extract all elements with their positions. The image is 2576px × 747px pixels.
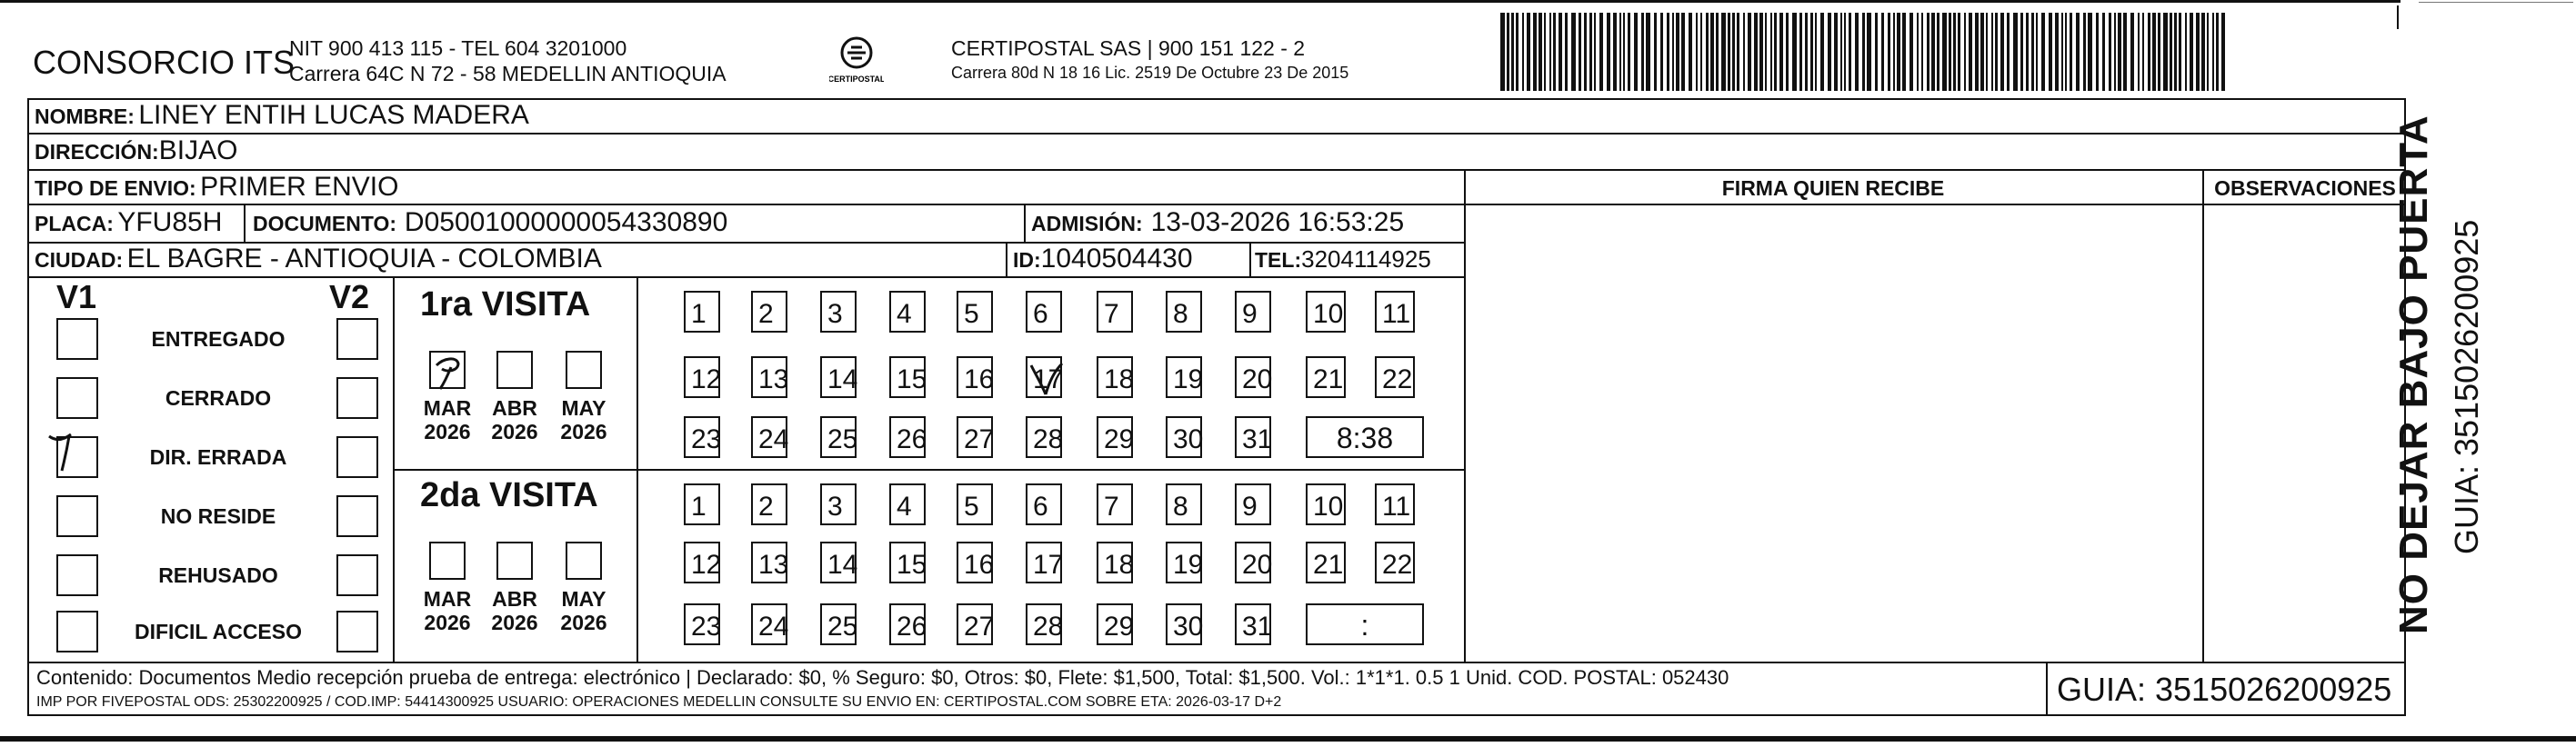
barcode-bar	[1792, 13, 1797, 91]
top-border	[0, 0, 2401, 3]
column-divider	[1464, 169, 1466, 662]
day-box[interactable]: 28	[1026, 416, 1062, 458]
barcode-bar	[2000, 13, 2004, 91]
barcode-bar	[1607, 13, 1610, 91]
id-label: ID:	[1013, 248, 1041, 272]
barcode-bar	[1594, 13, 1596, 91]
day-box[interactable]: 16	[957, 542, 993, 583]
cell-divider	[1249, 242, 1251, 276]
plate-value: YFU85H	[117, 207, 223, 237]
day-box[interactable]: 11	[1375, 291, 1415, 333]
day-box[interactable]: 12	[684, 542, 720, 583]
row-divider	[27, 169, 2406, 171]
barcode-bar	[1511, 13, 1514, 91]
barcode-bar	[1931, 13, 1935, 91]
barcode-bar	[1888, 13, 1890, 91]
time-box[interactable]: :	[1306, 603, 1424, 645]
barcode-bar	[1623, 13, 1625, 91]
barcode-bar	[1527, 13, 1530, 91]
day-box[interactable]: 9	[1235, 483, 1271, 525]
v2-checkbox[interactable]	[336, 554, 378, 596]
day-box[interactable]: 8	[1166, 483, 1202, 525]
barcode-bar	[2013, 13, 2018, 91]
day-box[interactable]: 30	[1166, 603, 1202, 645]
barcode-bar	[1840, 13, 1842, 91]
barcode-bar	[1849, 13, 1851, 91]
day-box[interactable]: 22	[1375, 356, 1415, 398]
corner-mark	[2397, 5, 2399, 29]
barcode-bar	[1815, 13, 1817, 91]
barcode-bar	[1820, 13, 1824, 91]
cell-divider	[244, 204, 246, 242]
day-box[interactable]: 13	[751, 356, 787, 398]
day-box[interactable]: 29	[1097, 416, 1133, 458]
barcode-bar	[1953, 13, 1956, 91]
day-box[interactable]: 18	[1097, 356, 1133, 398]
barcode-bar	[1893, 13, 1895, 91]
row-divider	[27, 204, 1464, 205]
barcode-bar	[1559, 13, 1562, 91]
barcode-bar	[1507, 13, 1509, 91]
barcode-bar	[1522, 13, 1524, 91]
day-box[interactable]: 23	[684, 416, 720, 458]
day-box[interactable]: 21	[1306, 356, 1346, 398]
barcode-bar	[2031, 13, 2034, 91]
barcode-bar	[1875, 13, 1878, 91]
day-box[interactable]: 4	[889, 483, 926, 525]
day-box[interactable]: 30	[1166, 416, 1202, 458]
day-box[interactable]: 14	[820, 356, 857, 398]
month-label: ABR	[492, 587, 537, 611]
v1-checkbox[interactable]	[56, 377, 98, 419]
admission-cell	[1031, 207, 1404, 238]
barcode-bar	[1743, 13, 1745, 91]
barcode-bar	[1995, 13, 1998, 91]
day-box[interactable]: 3	[820, 483, 857, 525]
day-box[interactable]: 3	[820, 291, 857, 333]
barcode-bar	[1660, 13, 1663, 91]
city-value: EL BAGRE - ANTIOQUIA - COLOMBIA	[126, 244, 602, 274]
barcode-bar	[1737, 13, 1739, 91]
barcode-bar	[1681, 13, 1685, 91]
time-box[interactable]: 8:38	[1306, 416, 1424, 458]
month-label: ABR	[492, 396, 537, 420]
barcode-bar	[1672, 13, 1674, 91]
day-box[interactable]: 7	[1097, 483, 1133, 525]
v1-checkbox[interactable]	[56, 554, 98, 596]
type-value: PRIMER ENVIO	[200, 172, 399, 202]
admission-value: 13-03-2026 16:53:25	[1150, 207, 1405, 237]
day-box[interactable]: 6	[1026, 483, 1062, 525]
barcode-bar	[2207, 13, 2209, 91]
status-label: DIR. ERRADA	[149, 445, 287, 469]
month-checkbox-marked[interactable]	[429, 351, 466, 389]
barcode-bar	[1855, 13, 1859, 91]
month-year: 2026	[560, 420, 607, 443]
barcode-bar	[2041, 13, 2045, 91]
barcode-bar	[1553, 13, 1556, 91]
month-label: MAR	[423, 396, 472, 420]
day-box[interactable]: 15	[889, 356, 926, 398]
day-box[interactable]: 5	[957, 483, 993, 525]
day-box[interactable]: 5	[957, 291, 993, 333]
day-box[interactable]: 21	[1306, 542, 1346, 583]
barcode-bar	[2196, 13, 2200, 91]
day-box[interactable]: 22	[1375, 542, 1415, 583]
barcode-bar	[1748, 13, 1751, 91]
barcode-bar	[1969, 13, 1972, 91]
barcode-bar	[2026, 13, 2029, 91]
barcode-bar	[1754, 13, 1758, 91]
cell-divider	[1024, 204, 1026, 242]
barcode-bar	[1975, 13, 1979, 91]
footer-divider	[27, 662, 2406, 663]
tel-label: TEL:	[1255, 248, 1302, 272]
company-name: CONSORCIO ITS	[33, 44, 296, 81]
barcode-bar	[2130, 13, 2134, 91]
barcode-bar	[1721, 13, 1726, 91]
status-label: NO RESIDE	[160, 504, 276, 528]
day-box[interactable]: 15	[889, 542, 926, 583]
day-box[interactable]: 28	[1026, 603, 1062, 645]
bottom-border	[0, 736, 2576, 742]
month-year: 2026	[491, 420, 538, 443]
barcode-bar	[1549, 13, 1551, 91]
day-box[interactable]: 25	[820, 603, 857, 645]
barcode-bar	[1881, 13, 1884, 91]
carrier-line: CERTIPOSTAL SAS | 900 151 122 - 2	[951, 36, 1306, 60]
barcode-bar	[2055, 13, 2059, 91]
barcode-bar	[1706, 13, 1709, 91]
type-row	[35, 172, 398, 203]
barcode-bar	[2201, 13, 2205, 91]
day-box[interactable]: 24	[751, 416, 787, 458]
barcode-bar	[1980, 13, 1984, 91]
day-box[interactable]: 1	[684, 291, 720, 333]
barcode-bar	[1828, 13, 1831, 91]
barcode-bar	[1599, 13, 1603, 91]
barcode-bar	[1862, 13, 1865, 91]
barcode-bar	[2088, 13, 2092, 91]
day-box[interactable]: 18	[1097, 542, 1133, 583]
day-box[interactable]: 31	[1235, 416, 1271, 458]
barcode-bar	[2109, 13, 2111, 91]
day-box[interactable]: 24	[751, 603, 787, 645]
barcode-bar	[1986, 13, 1988, 91]
barcode-bar	[1770, 13, 1772, 91]
barcode-bar	[2096, 13, 2099, 91]
barcode-bar	[1927, 13, 1929, 91]
cell-divider	[1006, 242, 1007, 276]
month-label: MAY	[561, 587, 606, 611]
carrier-address: Carrera 80d N 18 16 Lic. 2519 De Octubre 23 De 2015	[951, 64, 1349, 82]
v2-checkbox[interactable]	[336, 495, 378, 537]
id-cell	[1013, 244, 1193, 274]
day-box[interactable]: 23	[684, 603, 720, 645]
day-box[interactable]: 27	[957, 416, 993, 458]
day-box[interactable]: 11	[1375, 483, 1415, 525]
day-box[interactable]: 20	[1235, 542, 1271, 583]
barcode-bar	[1667, 13, 1669, 91]
barcode-bar	[2179, 13, 2181, 91]
barcode-bar	[2123, 13, 2127, 91]
corner-mark	[2419, 2, 2573, 3]
month-year: 2026	[424, 420, 471, 443]
status-label: REHUSADO	[158, 563, 278, 587]
logo-text: CERTIPOSTAL	[829, 75, 884, 84]
barcode-bar	[1628, 13, 1630, 91]
day-box[interactable]: 29	[1097, 603, 1133, 645]
barcode-bar	[2065, 13, 2067, 91]
barcode-bar	[1500, 13, 1505, 91]
barcode-bar	[2174, 13, 2177, 91]
barcode-bar	[2138, 13, 2140, 91]
barcode-bar	[1834, 13, 1838, 91]
barcode-bar	[1728, 13, 1730, 91]
name-row	[35, 100, 529, 131]
barcode-bar	[1654, 13, 1657, 91]
barcode-bar	[1867, 13, 1871, 91]
day-box[interactable]: 12	[684, 356, 720, 398]
row-divider	[1464, 204, 2406, 205]
v2-checkbox[interactable]	[336, 318, 378, 360]
day-box[interactable]: 19	[1166, 542, 1202, 583]
month-checkbox[interactable]	[429, 542, 466, 580]
barcode-bar	[2152, 13, 2156, 91]
day-box[interactable]: 2	[751, 291, 787, 333]
barcode-bar	[1844, 13, 1846, 91]
barcode-bar	[1949, 13, 1951, 91]
month-year: 2026	[424, 611, 471, 634]
barcode-bar	[1779, 13, 1783, 91]
barcode-bar	[1646, 13, 1650, 91]
v1-checkbox[interactable]	[56, 318, 98, 360]
month-label: MAY	[561, 396, 606, 420]
day-box[interactable]: 9	[1235, 291, 1271, 333]
barcode-bar	[1539, 13, 1542, 91]
admission-label: ADMISIÓN:	[1031, 212, 1143, 235]
barcode-bar	[2216, 13, 2219, 91]
barcode-bar	[1696, 13, 1698, 91]
column-divider	[2202, 169, 2204, 662]
status-label: DIFICIL ACCESO	[134, 620, 302, 643]
barcode-bar	[1613, 13, 1617, 91]
barcode-bar	[2061, 13, 2063, 91]
day-box[interactable]: 31	[1235, 603, 1271, 645]
day-box[interactable]: 2	[751, 483, 787, 525]
barcode-bar	[2212, 13, 2214, 91]
barcode-bar	[1921, 13, 1923, 91]
barcode-bar	[2007, 13, 2010, 91]
row-divider	[27, 133, 2406, 134]
certipostal-logo	[829, 33, 884, 89]
barcode-bar	[1516, 13, 1519, 91]
v1-checkbox-marked[interactable]	[56, 436, 98, 478]
day-box[interactable]: 19	[1166, 356, 1202, 398]
barcode-bar	[1589, 13, 1592, 91]
content-line: Contenido: Documentos Medio recepción prueba de entrega: electrónico | Declarado: $0, % Seguro: $0, Otros: $0, Flete: $1,500, Total: $1,500. Vol.: 1*1*1. 0.5 1 Unid. COD. POSTAL: 052430	[36, 666, 1729, 689]
barcode-bar	[1634, 13, 1638, 91]
barcode-bar	[1565, 13, 1568, 91]
signature-header: FIRMA QUIEN RECIBE	[1721, 176, 1945, 200]
day-box[interactable]: 1	[684, 483, 720, 525]
barcode-bar	[1810, 13, 1813, 91]
day-box[interactable]: 7	[1097, 291, 1133, 333]
barcode-bar	[1805, 13, 1808, 91]
barcode-bar	[2020, 13, 2023, 91]
address-value: BIJAO	[158, 135, 238, 165]
day-box[interactable]: 27	[957, 603, 993, 645]
city-cell	[35, 244, 602, 274]
day-box[interactable]: 8	[1166, 291, 1202, 333]
v1-checkbox[interactable]	[56, 495, 98, 537]
v1-label: V1	[56, 278, 97, 315]
day-box[interactable]: 17	[1026, 542, 1062, 583]
barcode-bar	[1937, 13, 1940, 91]
side-guia: GUIA: 3515026200925	[2448, 219, 2485, 554]
address-row	[35, 135, 237, 166]
v2-label: V2	[329, 278, 370, 315]
day-box[interactable]: 25	[820, 416, 857, 458]
month-year: 2026	[560, 611, 607, 634]
document-cell	[253, 207, 727, 238]
day-box[interactable]: 26	[889, 603, 926, 645]
day-box[interactable]: 13	[751, 542, 787, 583]
type-label: TIPO DE ENVIO:	[35, 176, 196, 200]
visit-2-title: 2da VISITA	[420, 476, 598, 514]
barcode-bar	[1716, 13, 1719, 91]
barcode-bar	[1544, 13, 1546, 91]
barcode-bar	[1676, 13, 1679, 91]
barcode-bar	[1619, 13, 1621, 91]
barcode-bar	[2118, 13, 2121, 91]
barcode-bar	[1571, 13, 1576, 91]
plate-label: PLACA:	[35, 212, 114, 235]
company-address: Carrera 64C N 72 - 58 MEDELLIN ANTIOQUIA	[289, 62, 727, 85]
barcode	[1500, 13, 2228, 91]
footer-divider	[2046, 662, 2048, 716]
status-label: CERRADO	[165, 386, 272, 410]
footer-guia: GUIA: 3515026200925	[2057, 671, 2392, 708]
day-box[interactable]: 26	[889, 416, 926, 458]
barcode-bar	[2148, 13, 2150, 91]
name-value: LINEY ENTIH LUCAS MADERA	[138, 100, 529, 130]
barcode-bar	[1902, 13, 1906, 91]
observations-header: OBSERVACIONES	[2214, 176, 2396, 200]
company-nit: NIT 900 413 115 - TEL 604 3201000	[289, 36, 627, 60]
plate-cell	[35, 207, 222, 238]
barcode-bar	[1641, 13, 1644, 91]
barcode-bar	[1942, 13, 1947, 91]
tel-value: 3204114925	[1301, 245, 1431, 273]
imp-line: IMP POR FIVEPOSTAL ODS: 25302200925 / COD.IMP: 54414300925 USUARIO: OPERACIONES MEDELLIN CONSULTE SU ENVIO EN: CERTIPOSTAL.COM SOBRE ETA: 2026-03-17 D+2	[36, 694, 1282, 710]
barcode-bar	[2190, 13, 2193, 91]
name-label: NOMBRE:	[35, 105, 135, 128]
month-checkbox[interactable]	[566, 351, 602, 389]
day-box[interactable]: 14	[820, 542, 857, 583]
id-value: 1040504430	[1040, 244, 1193, 274]
barcode-bar	[1732, 13, 1735, 91]
day-box[interactable]: 20	[1235, 356, 1271, 398]
day-box[interactable]: 10	[1306, 483, 1346, 525]
visit-divider	[393, 469, 1464, 471]
month-year: 2026	[491, 611, 538, 634]
barcode-bar	[1579, 13, 1581, 91]
barcode-bar	[2114, 13, 2116, 91]
day-box[interactable]: 4	[889, 291, 926, 333]
v2-checkbox[interactable]	[336, 377, 378, 419]
barcode-bar	[2083, 13, 2086, 91]
barcode-bar	[1786, 13, 1789, 91]
barcode-bar	[2102, 13, 2105, 91]
barcode-bar	[1774, 13, 1777, 91]
month-checkbox[interactable]	[566, 542, 602, 580]
barcode-bar	[1710, 13, 1714, 91]
barcode-bar	[1909, 13, 1913, 91]
month-checkbox[interactable]	[496, 351, 533, 389]
document-value: D05001000000054330890	[404, 207, 728, 237]
barcode-bar	[1917, 13, 1919, 91]
day-box-marked[interactable]: 17	[1026, 356, 1062, 398]
barcode-bar	[2076, 13, 2080, 91]
barcode-bar	[1799, 13, 1802, 91]
barcode-bar	[1759, 13, 1763, 91]
barcode-bar	[2170, 13, 2172, 91]
barcode-bar	[2158, 13, 2160, 91]
city-label: CIUDAD:	[35, 248, 124, 272]
status-label: ENTREGADO	[151, 327, 286, 351]
month-label: MAR	[423, 587, 472, 611]
tel-cell	[1255, 245, 1431, 274]
day-box[interactable]: 16	[957, 356, 993, 398]
barcode-bar	[1765, 13, 1767, 91]
barcode-bar	[1533, 13, 1537, 91]
no-dejar-warning: NO DEJAR BAJO PUERTA	[2391, 115, 2436, 634]
month-checkbox[interactable]	[496, 542, 533, 580]
address-label: DIRECCIÓN:	[35, 140, 159, 164]
v2-checkbox[interactable]	[336, 436, 378, 478]
document-label: DOCUMENTO:	[253, 212, 397, 235]
barcode-bar	[1964, 13, 1966, 91]
v2-checkbox[interactable]	[336, 611, 378, 652]
barcode-bar	[1700, 13, 1702, 91]
barcode-bar	[2036, 13, 2038, 91]
row-divider	[27, 276, 1464, 278]
day-box[interactable]: 10	[1306, 291, 1346, 333]
barcode-bar	[1897, 13, 1900, 91]
barcode-bar	[2163, 13, 2168, 91]
barcode-bar	[2049, 13, 2052, 91]
day-box[interactable]: 6	[1026, 291, 1062, 333]
barcode-bar	[1958, 13, 1960, 91]
v1-checkbox[interactable]	[56, 611, 98, 652]
visit-1-title: 1ra VISITA	[420, 285, 591, 324]
barcode-bar	[2142, 13, 2144, 91]
barcode-bar	[2221, 13, 2225, 91]
barcode-bar	[1991, 13, 1993, 91]
barcode-bar	[2185, 13, 2187, 91]
barcode-bar	[1689, 13, 1692, 91]
barcode-bar	[2070, 13, 2072, 91]
barcode-bar	[1584, 13, 1587, 91]
